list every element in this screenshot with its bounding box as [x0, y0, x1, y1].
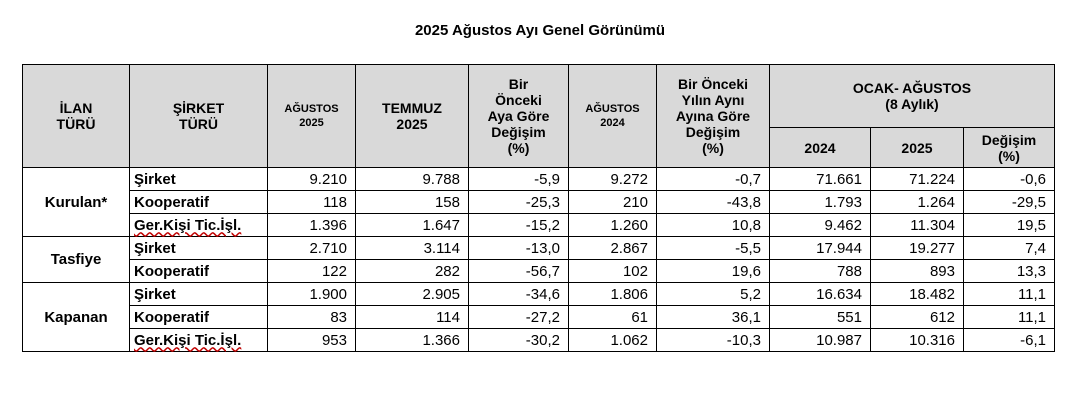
row-type: [130, 214, 268, 237]
header-agustos-2025: AĞUSTOS 2025: [268, 65, 356, 168]
table-row: [23, 283, 1055, 306]
header-2025: 2025: [871, 128, 964, 168]
cell-oa-2024: 16.634: [770, 283, 871, 306]
group-label-tasfiye: Tasfiye: [23, 237, 130, 283]
cell-temmuz-2025: 1.366: [356, 329, 469, 352]
cell-oa-2024: 1.793: [770, 191, 871, 214]
row-type-label: Ger.Kişi Tic.İşl.: [134, 216, 242, 234]
header-temmuz-2025: TEMMUZ 2025: [356, 65, 469, 168]
cell-agustos-2024: 1.806: [569, 283, 657, 306]
cell-yila-gore: -10,3: [657, 329, 770, 352]
cell-oa-2025: 11.304: [871, 214, 964, 237]
group-label-kurulan: Kurulan*: [23, 168, 130, 237]
row-type: Şirket: [130, 283, 268, 306]
cell-oa-2025: 71.224: [871, 168, 964, 191]
cell-agustos-2024: 1.062: [569, 329, 657, 352]
table-row: [23, 260, 1055, 283]
row-type: [130, 329, 268, 352]
cell-temmuz-2025: 9.788: [356, 168, 469, 191]
header-2024: 2024: [770, 128, 871, 168]
cell-aya-gore: -30,2: [469, 329, 569, 352]
cell-agustos-2024: 1.260: [569, 214, 657, 237]
header-ocak-agustos: OCAK- AĞUSTOS (8 Aylık): [770, 65, 1055, 128]
cell-oa-2024: 71.661: [770, 168, 871, 191]
header-degisim: Değişim (%): [964, 128, 1055, 168]
header-sirket-turu: ŞİRKET TÜRÜ: [130, 65, 268, 168]
cell-agustos-2024: 102: [569, 260, 657, 283]
cell-oa-2025: 19.277: [871, 237, 964, 260]
cell-agustos-2025: 953: [268, 329, 356, 352]
page-title: 2025 Ağustos Ayı Genel Görünümü: [414, 22, 666, 39]
cell-agustos-2025: 118: [268, 191, 356, 214]
cell-agustos-2025: 1.396: [268, 214, 356, 237]
cell-agustos-2024: 9.272: [569, 168, 657, 191]
header-ilan-turu: İLAN TÜRÜ: [23, 65, 130, 168]
cell-oa-2025: 612: [871, 306, 964, 329]
table-row: [23, 329, 1055, 352]
cell-degisim: 13,3: [964, 260, 1055, 283]
row-type: Şirket: [130, 168, 268, 191]
cell-aya-gore: -27,2: [469, 306, 569, 329]
cell-agustos-2025: 1.900: [268, 283, 356, 306]
row-type: Kooperatif: [130, 191, 268, 214]
cell-yila-gore: 36,1: [657, 306, 770, 329]
row-type: Kooperatif: [130, 260, 268, 283]
cell-yila-gore: 10,8: [657, 214, 770, 237]
summary-table: [22, 64, 1055, 352]
cell-agustos-2024: 61: [569, 306, 657, 329]
table-row: [23, 191, 1055, 214]
header-yila-gore-degisim: Bir Önceki Yılın Aynı Ayına Göre Değişim (%): [657, 65, 770, 168]
cell-agustos-2025: 122: [268, 260, 356, 283]
cell-yila-gore: 5,2: [657, 283, 770, 306]
cell-oa-2025: 18.482: [871, 283, 964, 306]
cell-temmuz-2025: 158: [356, 191, 469, 214]
cell-degisim: 7,4: [964, 237, 1055, 260]
cell-degisim: -0,6: [964, 168, 1055, 191]
cell-agustos-2025: 2.710: [268, 237, 356, 260]
cell-oa-2024: 17.944: [770, 237, 871, 260]
cell-agustos-2025: 9.210: [268, 168, 356, 191]
table-row: [23, 237, 1055, 260]
cell-oa-2025: 893: [871, 260, 964, 283]
cell-oa-2024: 551: [770, 306, 871, 329]
table-row: [23, 214, 1055, 237]
group-label-kapanan: Kapanan: [23, 283, 130, 352]
cell-aya-gore: -25,3: [469, 191, 569, 214]
row-type: Şirket: [130, 237, 268, 260]
cell-oa-2025: 10.316: [871, 329, 964, 352]
cell-aya-gore: -56,7: [469, 260, 569, 283]
row-type: Kooperatif: [130, 306, 268, 329]
cell-aya-gore: -34,6: [469, 283, 569, 306]
cell-aya-gore: -15,2: [469, 214, 569, 237]
header-aya-gore-degisim: Bir Önceki Aya Göre Değişim (%): [469, 65, 569, 168]
cell-yila-gore: 19,6: [657, 260, 770, 283]
cell-temmuz-2025: 2.905: [356, 283, 469, 306]
cell-aya-gore: -5,9: [469, 168, 569, 191]
cell-temmuz-2025: 282: [356, 260, 469, 283]
cell-yila-gore: -43,8: [657, 191, 770, 214]
cell-degisim: -6,1: [964, 329, 1055, 352]
header-agustos-2024: AĞUSTOS 2024: [569, 65, 657, 168]
cell-aya-gore: -13,0: [469, 237, 569, 260]
cell-temmuz-2025: 114: [356, 306, 469, 329]
row-type-label: Ger.Kişi Tic.İşl.: [134, 331, 242, 349]
table-row: [23, 168, 1055, 191]
cell-agustos-2025: 83: [268, 306, 356, 329]
table-row: [23, 306, 1055, 329]
cell-yila-gore: -5,5: [657, 237, 770, 260]
cell-degisim: 11,1: [964, 283, 1055, 306]
cell-oa-2024: 9.462: [770, 214, 871, 237]
cell-temmuz-2025: 3.114: [356, 237, 469, 260]
cell-oa-2025: 1.264: [871, 191, 964, 214]
cell-yila-gore: -0,7: [657, 168, 770, 191]
cell-agustos-2024: 2.867: [569, 237, 657, 260]
cell-agustos-2024: 210: [569, 191, 657, 214]
cell-oa-2024: 788: [770, 260, 871, 283]
cell-oa-2024: 10.987: [770, 329, 871, 352]
cell-degisim: 19,5: [964, 214, 1055, 237]
cell-degisim: 11,1: [964, 306, 1055, 329]
cell-temmuz-2025: 1.647: [356, 214, 469, 237]
cell-degisim: -29,5: [964, 191, 1055, 214]
